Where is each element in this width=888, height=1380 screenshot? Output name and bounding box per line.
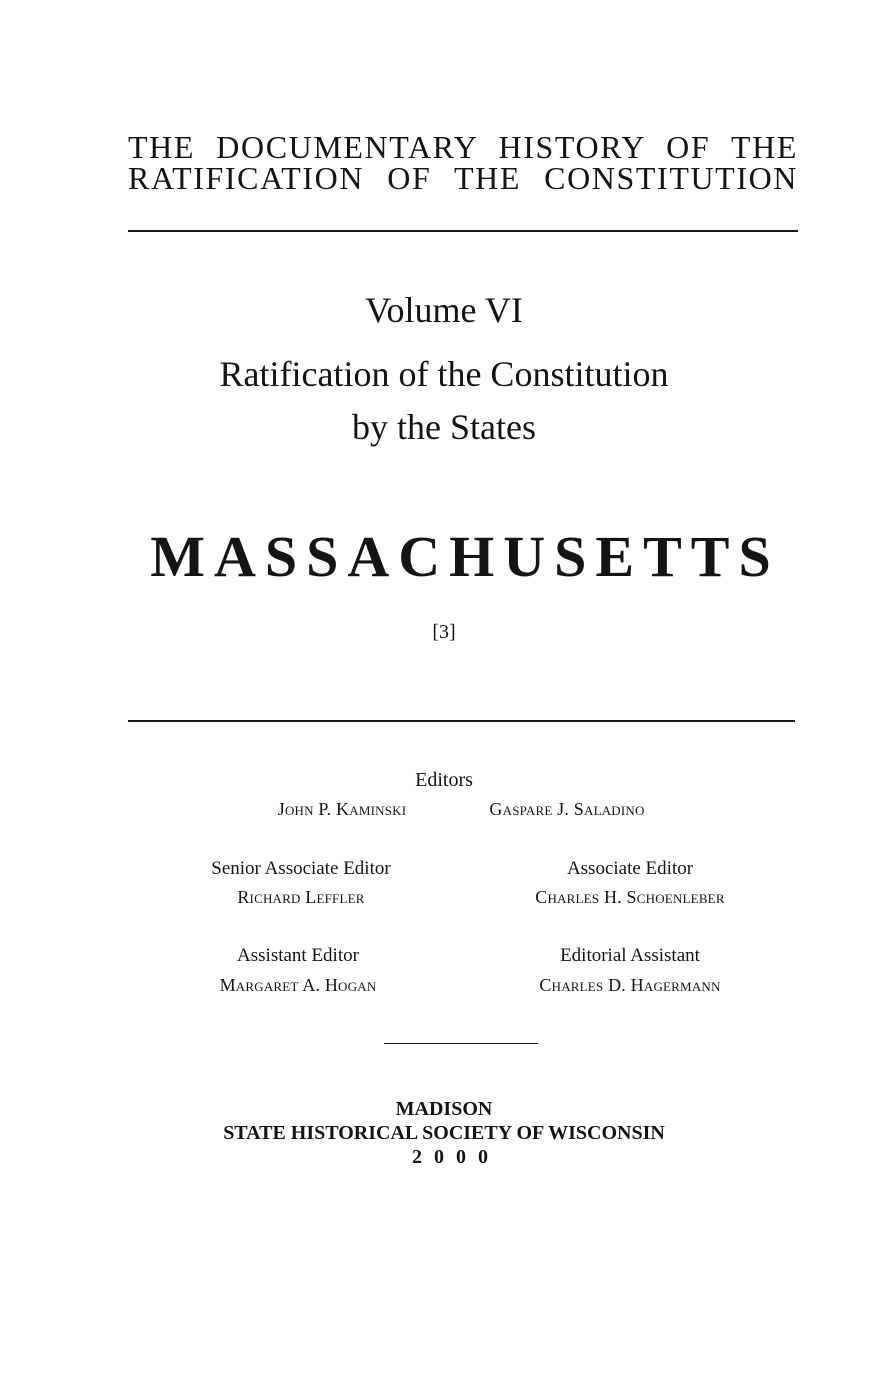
- staff-name-assistant-editor: Margaret A. Hogan: [219, 975, 377, 995]
- volume-subtitle-line-2: by the States: [352, 407, 536, 447]
- editors-heading: Editors: [415, 769, 473, 791]
- middle-divider: [128, 720, 795, 722]
- staff-role-assistant-editor: Assistant Editor: [237, 945, 359, 966]
- editor-name-2: Gaspare J. Saladino: [489, 799, 645, 819]
- series-title: [128, 129, 798, 196]
- imprint-city: MADISON: [395, 1098, 493, 1120]
- staff-role-senior-associate-editor: Senior Associate Editor: [211, 858, 391, 879]
- series-title-line-1: THE DOCUMENTARY HISTORY OF THE: [128, 129, 798, 165]
- state-name: MASSACHUSETTS: [150, 524, 780, 589]
- editor-name-1: John P. Kaminski: [277, 799, 407, 819]
- top-divider: [128, 230, 798, 232]
- part-number: [3]: [432, 621, 456, 643]
- staff-name-associate-editor: Charles H. Schoenleber: [535, 887, 725, 907]
- short-divider: [384, 1043, 538, 1044]
- staff-name-editorial-assistant: Charles D. Hagermann: [539, 975, 721, 995]
- staff-role-associate-editor: Associate Editor: [566, 858, 694, 879]
- imprint-year: 2000: [412, 1146, 500, 1168]
- imprint-publisher: STATE HISTORICAL SOCIETY OF WISCONSIN: [223, 1122, 665, 1144]
- volume-label: Volume VI: [365, 290, 523, 330]
- series-title-line-2: RATIFICATION OF THE CONSTITUTION: [128, 160, 798, 196]
- staff-name-senior-associate-editor: Richard Leffler: [237, 887, 365, 907]
- volume-subtitle-line-1: Ratification of the Constitution: [219, 354, 669, 394]
- staff-role-editorial-assistant: Editorial Assistant: [560, 945, 700, 966]
